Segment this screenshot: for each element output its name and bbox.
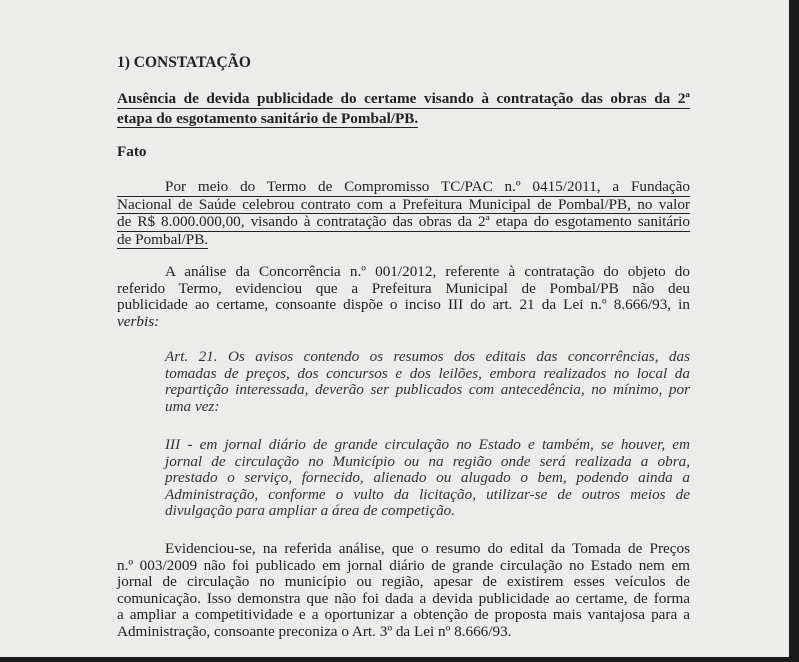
text-line: III - em jornal diário de grande circulação no Estado e também, se houver, em (165, 436, 690, 453)
text-line: jornal de circulação no município ou região, apesar de existirem esses veículos de (117, 573, 690, 591)
paragraph-analysis (117, 264, 690, 330)
text-line: prestado o serviço, fornecido, alienado ou alugado o bem, podendo ainda a (165, 469, 690, 487)
heading-line: Ausência de devida publicidade do certame visando à contratação das obras da 2ª (117, 90, 690, 107)
text-line: a ampliar a competitividade e a oportunizar a obtenção de proposta mais vantajosa para a (117, 606, 690, 624)
text-line: n.º 003/2009 não foi publicado em jornal diário de grande circulação no Estado nem em (117, 556, 690, 574)
heading-line: etapa do esgotamento sanitário de Pombal/PB. (117, 110, 419, 127)
text-line: de Pombal/PB. (117, 230, 209, 248)
text-line: tomadas de preços, dos concursos e dos leilões, embora realizados no local da (165, 364, 690, 382)
paragraph-contract (117, 179, 690, 248)
text-line: repartição interessada, deverão ser publicados com antecedência, no mínimo, por (165, 381, 690, 399)
text-line: referido Termo, evidenciou que a Prefeitura Municipal de Pombal/PB não deu (117, 279, 690, 297)
text-line: comunicação. Isso demonstra que não foi dada a devida publicidade ao certame, de forma (117, 589, 690, 607)
section-title: 1) CONSTATAÇÃO (117, 54, 251, 71)
finding-heading (117, 89, 690, 128)
text-line: jornal de circulação no Município ou na região onde será realizada a obra, (165, 452, 690, 470)
text-line: publicidade ao certame, consoante dispõe o inciso III do art. 21 da Lei n.º 8.666/93, in (117, 296, 690, 314)
text-line: de R$ 8.000.000,00, visando à contratação das obras da 2ª etapa do esgotamento sanitário (117, 213, 690, 231)
text-line: divulgação para ampliar a área de competição. (165, 502, 456, 520)
law-quote-inciso (165, 437, 690, 520)
paragraph-evidence (117, 541, 690, 641)
text-line: Administração, consoante preconiza o Art. 3º da Lei nº 8.666/93. (117, 622, 512, 640)
text-line: uma vez: (165, 397, 220, 415)
text-line: Art. 21. Os avisos contendo os resumos dos editais das concorrências, das (165, 348, 690, 365)
law-quote-article (165, 349, 690, 415)
text-line: verbis: (117, 312, 160, 330)
text-line: Por meio do Termo de Compromisso TC/PAC n.º 0415/2011, a Fundação (117, 179, 690, 197)
text-line: Evidenciou-se, na referida análise, que o resumo do edital da Tomada de Preços (165, 540, 690, 557)
fact-label: Fato (117, 143, 147, 160)
text-line: Administração, conforme o vulto da licitação, utilizar-se de outros meios de (165, 485, 690, 503)
text-line: Nacional de Saúde celebrou contrato com a Prefeitura Municipal de Pombal/PB, no valor (117, 195, 690, 213)
text-line: A análise da Concorrência n.º 001/2012, referente à contratação do objeto do (165, 263, 690, 280)
